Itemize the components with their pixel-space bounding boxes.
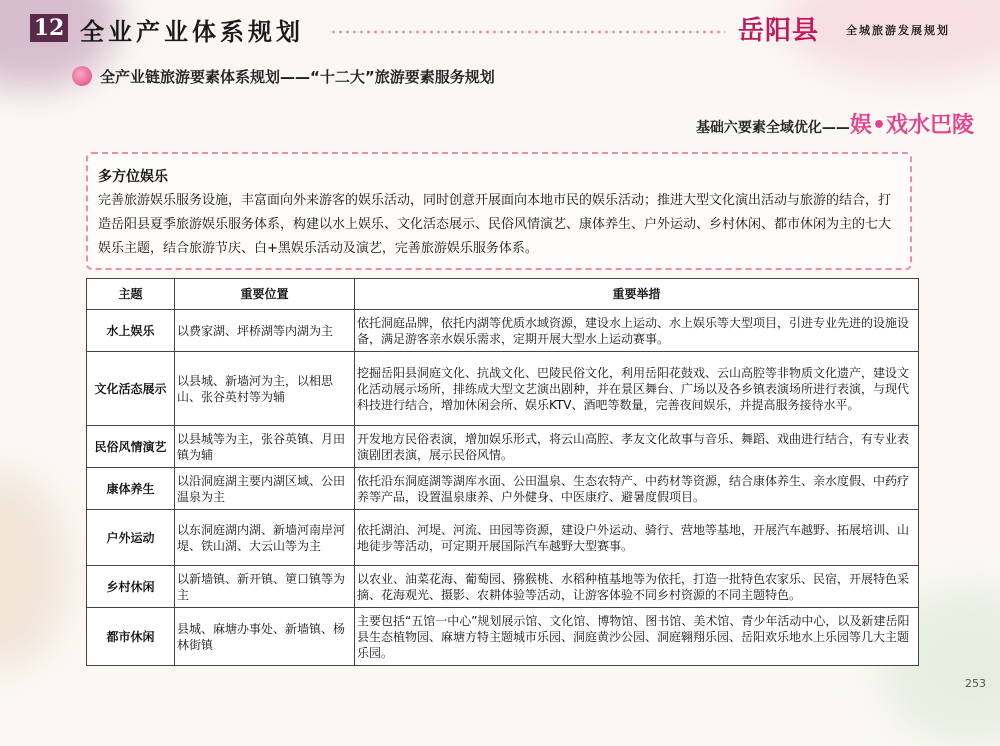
- intro-text: 完善旅游娱乐服务设施，丰富面向外来游客的娱乐活动，同时创意开展面向本地市民的娱乐活动；推进大型文化演出活动与旅游的结合，打造岳阳县夏季旅游娱乐服务体系，构建以水上娱乐、文化活态展示、民俗风情演艺、康体养生、户外运动、乡村休闲、都市休闲为主的七大娱乐主题，结合旅游节庆、白+黑娱乐活动及演艺，完善旅游娱乐服务体系。: [98, 193, 892, 256]
- brand-logo: 岳阳县: [738, 16, 820, 46]
- sub-heading: [696, 108, 974, 139]
- row-theme: 户外运动: [87, 510, 175, 566]
- table-row: [87, 426, 919, 468]
- row-measures: 依托湖泊、河堤、河流、田园等资源，建设户外运动、骑行、营地等基地，开展汽车越野、拓展培训、山地徒步等活动，可定期开展国际汽车越野大型赛事。: [355, 510, 919, 566]
- row-location: 以新墙镇、新开镇、筻口镇等为主: [175, 566, 355, 608]
- decor-wash-bottom-left: [0, 470, 70, 670]
- header-theme: 主题: [87, 279, 175, 310]
- row-theme: 都市休闲: [87, 608, 175, 666]
- chapter-title: 全业产业体系规划: [80, 17, 304, 46]
- table-row: [87, 608, 919, 666]
- row-measures: 开发地方民俗表演，增加娱乐形式，将云山高腔、孝友文化故事与音乐、舞蹈、戏曲进行结合，有专业表演剧团表演，展示民俗风情。: [355, 426, 919, 468]
- page-number: 253: [965, 677, 986, 690]
- row-location: 以沿洞庭湖主要内湖区域、公田温泉为主: [175, 468, 355, 510]
- brand-subtitle: 全城旅游发展规划: [846, 24, 950, 37]
- row-measures: 主要包括“五馆一中心”规划展示馆、文化馆、博物馆、图书馆、美术馆、青少年活动中心，以及新建岳阳县生态植物园、麻塘方特主题城市乐园、洞庭黄沙公园、洞庭翱翔乐园、岳阳欢乐地水上乐园等几大主题乐园。: [355, 608, 919, 666]
- intro-box: [86, 152, 912, 270]
- row-theme: 乡村休闲: [87, 566, 175, 608]
- row-location: 以县城、新墙河为主，以相思山、张谷英村等为辅: [175, 352, 355, 426]
- sub-heading-prefix: 基础六要素全域优化——: [695, 120, 850, 136]
- row-measures: 依托沿东洞庭湖等湖库水面、公田温泉、生态农特产、中药材等资源，结合康体养生、亲水度假、中药疗养等产品，设置温泉康养、户外健身、中医康疗、避暑度假项目。: [355, 468, 919, 510]
- dotted-divider: [330, 30, 725, 34]
- table-row: [87, 510, 919, 566]
- section-bullet-icon: [72, 66, 92, 86]
- row-theme: 康体养生: [87, 468, 175, 510]
- row-location: 以东洞庭湖内湖、新墙河南岸河堤、铁山湖、大云山等为主: [175, 510, 355, 566]
- row-measures: 依托洞庭品牌，依托内湖等优质水域资源，建设水上运动、水上娱乐等大型项目，引进专业先进的设施设备，满足游客亲水娱乐需求，定期开展大型水上运动赛事。: [355, 310, 919, 352]
- header-location: 重要位置: [175, 279, 355, 310]
- chapter-number-badge: 12: [30, 14, 68, 42]
- table-row: [87, 566, 919, 608]
- row-theme: 民俗风情演艺: [87, 426, 175, 468]
- entertainment-plan-table: [86, 278, 919, 666]
- row-location: 以县城等为主，张谷英镇、月田镇为辅: [175, 426, 355, 468]
- table-row: [87, 468, 919, 510]
- row-theme: 水上娱乐: [87, 310, 175, 352]
- intro-title: 多方位娱乐: [98, 169, 168, 185]
- section-title: 全产业链旅游要素体系规划——“十二大”旅游要素服务规划: [100, 68, 495, 86]
- header-measures: 重要举措: [355, 279, 919, 310]
- sub-heading-emphasis: 娱•戏水巴陵: [849, 113, 974, 138]
- row-measures: 以农业、油菜花海、葡萄园、猕猴桃、水稻种植基地等为依托，打造一批特色农家乐、民宿，开展特色采摘、花海观光、摄影、农耕体验等活动，让游客体验不同乡村资源的不同主题特色。: [355, 566, 919, 608]
- row-location: 县城、麻塘办事处、新墙镇、杨林街镇: [175, 608, 355, 666]
- row-theme: 文化活态展示: [87, 352, 175, 426]
- table-row: [87, 310, 919, 352]
- row-location: 以费家湖、坪桥湖等内湖为主: [175, 310, 355, 352]
- row-measures: 挖掘岳阳县洞庭文化、抗战文化、巴陵民俗文化，利用岳阳花鼓戏、云山高腔等非物质文化遗产，建设文化活动展示场所，排练成大型文艺演出剧种，并在景区舞台、广场以及各乡镇表演场所进行表演，与现代科技进行结合，增加休闲会所、娱乐KTV、酒吧等数量，完善夜间娱乐，并提高服务接待水平。: [355, 352, 919, 426]
- table-header-row: [87, 279, 919, 310]
- table-row: [87, 352, 919, 426]
